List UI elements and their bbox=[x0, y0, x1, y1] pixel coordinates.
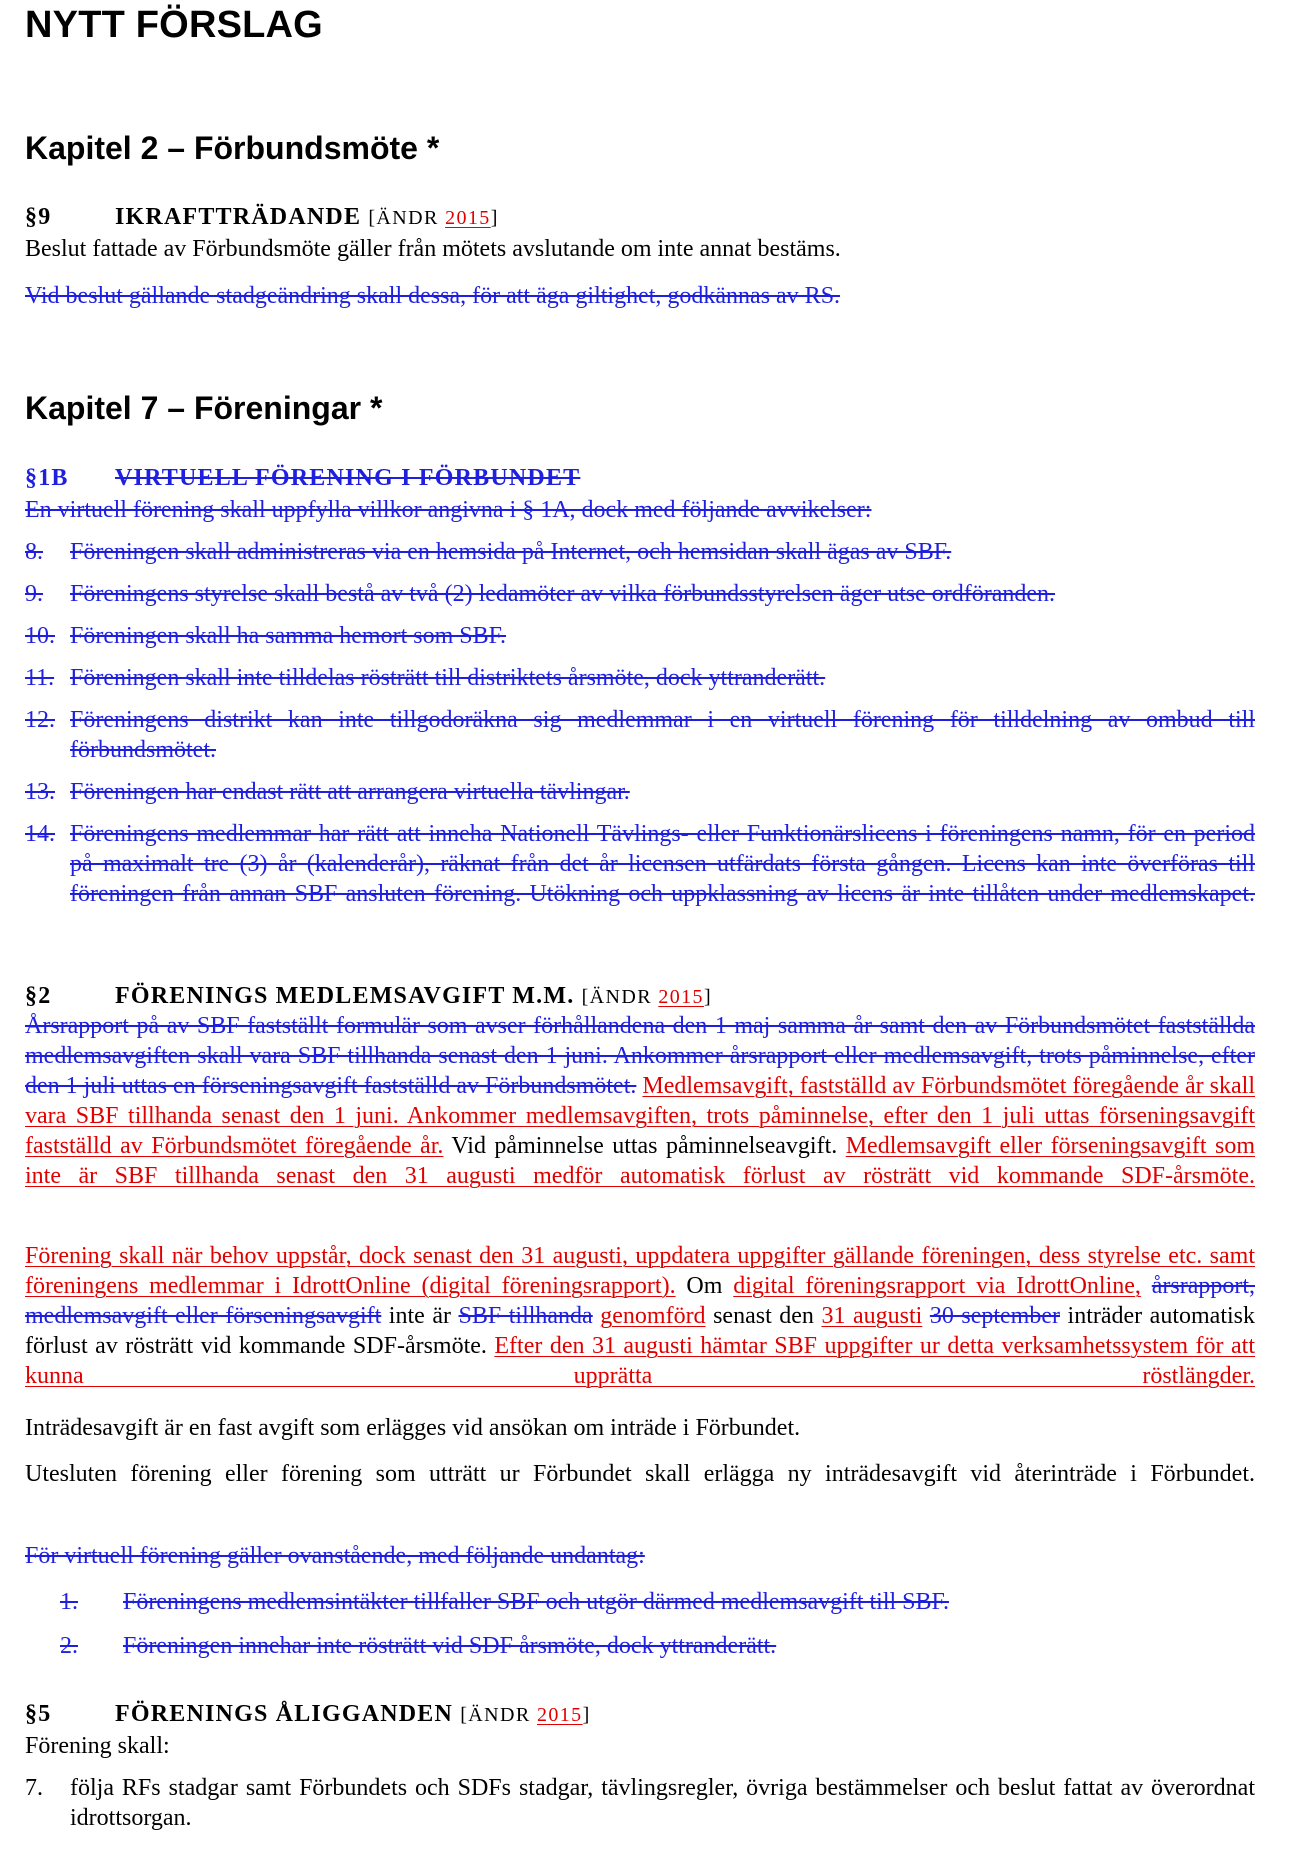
list-item: 9. Föreningens styrelse skall bestå av två (2) ledamöter av vilka förbundsstyrelsen äger utse ordföranden. bbox=[25, 581, 1056, 607]
section-title: IKRAFTTRÄDANDE bbox=[115, 204, 362, 230]
section-9-deleted-text: Vid beslut gällande stadgeändring skall dessa, för att äga giltighet, godkännas av RS. bbox=[25, 283, 841, 309]
section-1b-heading bbox=[25, 465, 580, 492]
section-number: §9 bbox=[25, 204, 52, 230]
chapter-7-heading: Kapitel 7 – Föreningar * bbox=[25, 390, 383, 426]
amendment-year: 2015 bbox=[658, 986, 704, 1008]
document-title: NYTT FÖRSLAG bbox=[25, 4, 323, 46]
section-title: FÖRENINGS ÅLIGGANDEN bbox=[115, 1701, 454, 1727]
section-9-heading bbox=[25, 204, 499, 231]
list-item: 13. Föreningen har endast rätt att arrangera virtuella tävlingar. bbox=[25, 779, 630, 805]
section-2-paragraph-2: Förening skall när behov uppstår, dock senast den 31 augusti, uppdatera uppgifter gällande föreningen, dess styrelse etc. samt föreningens medlemmar i IdrottOnline (digital föreningsrapport). Om digital föreningsrapport via IdrottOnline, årsrapport, medlemsavgift eller förseningsavgift inte är SBF tillhanda genomförd senast den 31 augusti 30 september inträder automatisk förlust av rösträtt vid kommande SDF-årsmöte. Efter den 31 augusti hämtar SBF uppgifter ur detta verksamhetssystem för att kunna upprätta röstlängder. bbox=[25, 1243, 1256, 1389]
section-1b-intro: En virtuell förening skall uppfylla villkor angivna i § 1A, dock med följande avvikelser: bbox=[25, 497, 872, 523]
section-number: §1B bbox=[25, 465, 69, 491]
list-item: 8. Föreningen skall administreras via en hemsida på Internet, och hemsidan skall ägas av SBF. bbox=[25, 539, 952, 565]
section-title: VIRTUELL FÖRENING I FÖRBUNDET bbox=[115, 465, 581, 491]
list-item: 11. Föreningen skall inte tilldelas rösträtt till distriktets årsmöte, dock yttranderätt. bbox=[25, 665, 826, 691]
amendment-note: [ÄNDR 2015] bbox=[581, 986, 713, 1008]
list-item: 10. Föreningen skall ha samma hemort som SBF. bbox=[25, 623, 507, 649]
section-5-heading bbox=[25, 1701, 591, 1728]
section-2-paragraph-3: Inträdesavgift är en fast avgift som erlägges vid ansökan om inträde i Förbundet. bbox=[25, 1415, 801, 1441]
list-item: 14. Föreningens medlemmar har rätt att inneha Nationell Tävlings- eller Funktionärslicens i föreningens namn, för en period på maximalt tre (3) år (kalenderår), räknat från det år licensen utfärdats första gången. Licens kan inte överföras till föreningen från annan SBF ansluten förening. Utökning och uppklassning av licens är inte tillåten under medlemskapet. bbox=[25, 821, 1255, 907]
section-5-intro: Förening skall: bbox=[25, 1733, 170, 1759]
list-item: 7. följa RFs stadgar samt Förbundets och SDFs stadgar, tävlingsregler, övriga bestämmelser och beslut fattat av överordnat idrottsorgan. bbox=[25, 1775, 1255, 1831]
section-number: §5 bbox=[25, 1701, 52, 1727]
section-9-text: Beslut fattade av Förbundsmöte gäller från mötets avslutande om inte annat bestäms. bbox=[25, 236, 841, 262]
section-2-paragraph-5: För virtuell förening gäller ovanstående, med följande undantag: bbox=[25, 1543, 645, 1569]
section-number: §2 bbox=[25, 983, 52, 1009]
section-title: FÖRENINGS MEDLEMSAVGIFT M.M. bbox=[115, 983, 575, 1009]
list-item: 12. Föreningens distrikt kan inte tillgodoräkna sig medlemmar i en virtuell förening för tilldelning av ombud till förbundsmötet. bbox=[25, 707, 1255, 763]
amendment-note: [ÄNDR 2015] bbox=[368, 207, 499, 229]
section-2-paragraph-1: Årsrapport på av SBF fastställt formulär som avser förhållandena den 1 maj samma år samt den av Förbundsmötet fastställda medlemsavgiften skall vara SBF tillhanda senast den 1 juni. Ankommer årsrapport eller medlemsavgift, trots påminnelse, efter den 1 juli uttas en förseningsavgift fastställd av Förbundsmötet. Medlemsavgift, fastställd av Förbundsmötet föregående år skall vara SBF tillhanda senast den 1 juni. Ankommer medlemsavgiften, trots påminnelse, efter den 1 juli uttas förseningsavgift fastställd av Förbundsmötet föregående år. Vid påminnelse uttas påminnelseavgift. Medlemsavgift eller förseningsavgift som inte är SBF tillhanda senast den 31 augusti medför automatisk förlust av rösträtt vid kommande SDF-årsmöte. bbox=[25, 1013, 1255, 1189]
list-item: 1. Föreningens medlemsintäkter tillfaller SBF och utgör därmed medlemsavgift till SBF. bbox=[60, 1589, 949, 1615]
section-2-paragraph-4: Utesluten förening eller förening som utträtt ur Förbundet skall erlägga ny inträdesavgift vid återinträde i Förbundet. bbox=[25, 1461, 1255, 1487]
section-2-heading bbox=[25, 983, 712, 1010]
chapter-2-heading: Kapitel 2 – Förbundsmöte * bbox=[25, 130, 440, 166]
amendment-note: [ÄNDR 2015] bbox=[460, 1704, 591, 1726]
amendment-year: 2015 bbox=[445, 207, 491, 229]
amendment-year: 2015 bbox=[536, 1704, 583, 1726]
list-item: 2. Föreningen innehar inte rösträtt vid SDF årsmöte, dock yttranderätt. bbox=[60, 1633, 777, 1659]
